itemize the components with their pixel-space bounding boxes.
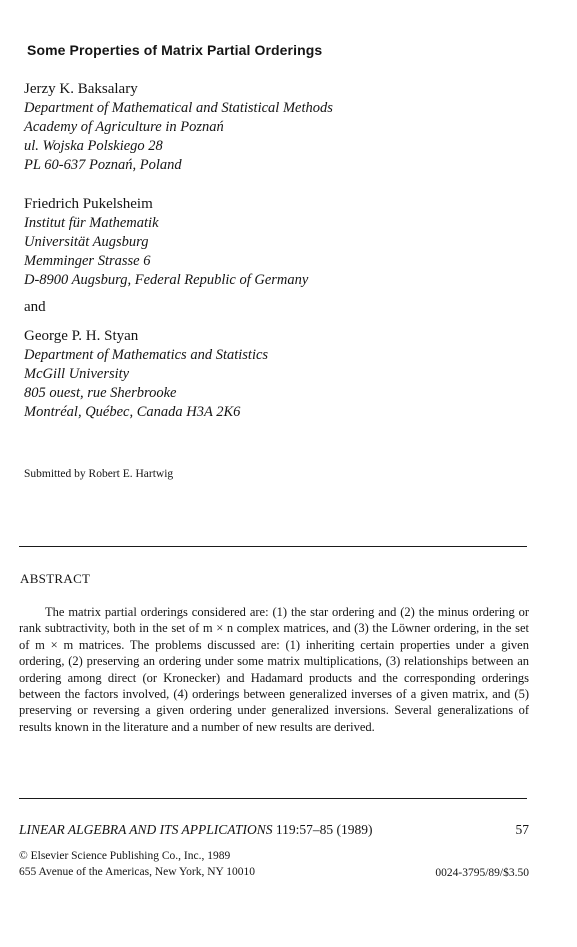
copyright-line: © Elsevier Science Publishing Co., Inc., 1989 <box>19 850 231 862</box>
author-name: George P. H. Styan <box>24 328 139 344</box>
divider-top <box>19 546 527 547</box>
publisher-address: 655 Avenue of the Americas, New York, NY 10010 <box>19 866 256 878</box>
affiliation-line: Universität Augsburg <box>24 234 149 250</box>
author-name: Friedrich Pukelsheim <box>24 196 153 212</box>
author-name: Jerzy K. Baksalary <box>24 81 138 97</box>
citation-volume: 119:57–85 (1989) <box>275 822 373 837</box>
affiliation-line: PL 60-637 Poznań, Poland <box>24 157 182 173</box>
affiliation-line: Montréal, Québec, Canada H3A 2K6 <box>24 404 241 420</box>
affiliation-line: Department of Mathematical and Statistical Methods <box>24 100 333 116</box>
author-block-1 <box>24 79 333 175</box>
divider-bottom <box>19 798 527 799</box>
affiliation-line: 805 ouest, rue Sherbrooke <box>24 385 177 401</box>
issn-code: 0024-3795/89/$3.50 <box>435 867 529 879</box>
paper-title: Some Properties of Matrix Partial Orderings <box>27 42 323 58</box>
affiliation-line: D-8900 Augsburg, Federal Republic of Germany <box>24 272 309 288</box>
affiliation-line: Institut für Mathematik <box>24 215 159 231</box>
affiliation-line: Academy of Agriculture in Poznań <box>24 119 224 135</box>
journal-name: LINEAR ALGEBRA AND ITS APPLICATIONS <box>19 822 273 837</box>
submitted-by: Submitted by Robert E. Hartwig <box>24 468 174 480</box>
abstract-text: The matrix partial orderings considered are: (1) the star ordering and (2) the minus ordering or rank subtractivity, both in the set of m × n complex matrices, and (3) the Löwner ordering, in the set of m × m matrices. The problems discussed are: (1) inheriting certain properties under a given ordering, (2) preserving an ordering under some matrix multiplications, (3) relationships between an ordering among direct (or Kronecker) and Hadamard products and the corresponding orderings between the factors involved, (4) orderings between generalized inverses of a given matrix, and (5) preserving or reversing a given ordering under generalized inversions. Several generalizations of results known in the literature and a number of new results are derived. <box>19 605 529 734</box>
publisher-info <box>19 848 529 880</box>
journal-citation <box>19 822 529 838</box>
and-connector: and <box>24 299 46 315</box>
affiliation-line: ul. Wojska Polskiego 28 <box>24 138 163 154</box>
affiliation-line: Memminger Strasse 6 <box>24 253 151 269</box>
affiliation-line: McGill University <box>24 366 130 382</box>
author-block-3 <box>24 326 268 422</box>
affiliation-line: Department of Mathematics and Statistics <box>24 347 269 363</box>
abstract-heading: ABSTRACT <box>20 571 91 586</box>
page-number: 57 <box>515 822 529 837</box>
author-block-2 <box>24 194 308 290</box>
